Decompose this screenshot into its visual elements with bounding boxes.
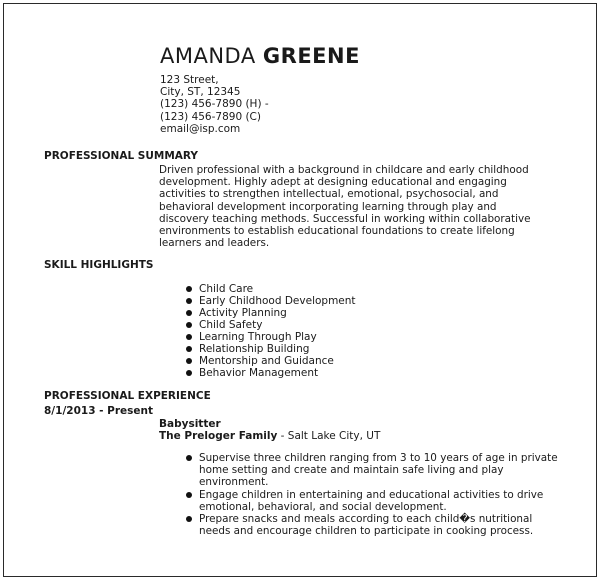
phone-home: (123) 456-7890 (H) - [160, 98, 269, 111]
skill-item: Child Care [186, 283, 356, 295]
skill-item: Mentorship and Guidance [186, 355, 356, 367]
summary-line: activities to strengthen intellectual, emotional, psychosocial, and [159, 188, 499, 201]
email: email@isp.com [160, 122, 241, 135]
company-location: - Salt Lake City, UT [277, 430, 381, 442]
bullet-icon [186, 322, 192, 328]
skills-heading: SKILL HIGHLIGHTS [44, 259, 154, 271]
bullet-icon [186, 516, 192, 522]
first-name: AMANDA [160, 44, 256, 68]
bullet-icon [186, 310, 192, 316]
contact-block [160, 74, 269, 135]
skills-list [186, 283, 356, 379]
summary-line: learners and leaders. [159, 237, 270, 250]
duty-item: Engage children in entertaining and educational activities to drive emotional, behavioral, and social development. [186, 489, 558, 513]
duties-list [186, 452, 558, 537]
skill-item: Relationship Building [186, 343, 356, 355]
address-street: 123 Street, [160, 74, 219, 86]
bullet-icon [186, 298, 192, 304]
duty-item: Prepare snacks and meals according to each child�s nutritional needs and encourage children to participate in cooking process. [186, 513, 558, 537]
bullet-icon [186, 334, 192, 340]
skill-item: Activity Planning [186, 307, 356, 319]
summary-heading: PROFESSIONAL SUMMARY [44, 150, 199, 162]
bullet-icon [186, 286, 192, 292]
last-name: GREENE [262, 44, 360, 68]
summary-line: development. Highly adept at designing educational and engaging [159, 176, 507, 189]
job-employer [159, 430, 380, 442]
job-title: Babysitter [159, 418, 221, 430]
candidate-name [160, 44, 360, 68]
phone-cell: (123) 456-7890 (C) [160, 110, 261, 123]
address-city: City, ST, 12345 [160, 86, 241, 99]
summary-text [159, 164, 554, 249]
job-date: 8/1/2013 - Present [44, 405, 154, 417]
skill-item: Early Childhood Development [186, 295, 356, 307]
company-name: The Preloger Family [159, 430, 278, 442]
summary-line: environments to establish educational foundations to create lifelong [159, 225, 515, 238]
bullet-icon [186, 358, 192, 364]
skill-item: Learning Through Play [186, 331, 356, 343]
bullet-icon [186, 370, 192, 376]
bullet-icon [186, 492, 192, 498]
experience-heading: PROFESSIONAL EXPERIENCE [44, 390, 211, 402]
skill-item: Child Safety [186, 319, 356, 331]
bullet-icon [186, 346, 192, 352]
bullet-icon [186, 455, 192, 461]
duty-item: Supervise three children ranging from 3 to 10 years of age in private home setting and create and maintain safe living and play environment. [186, 452, 558, 489]
summary-line: Driven professional with a background in childcare and early childhood [159, 164, 529, 176]
summary-line: discovery teaching methods. Successful in working within collaborative [159, 212, 531, 225]
summary-line: behavioral development incorporating learning through play and [159, 200, 497, 213]
skill-item: Behavior Management [186, 367, 356, 379]
